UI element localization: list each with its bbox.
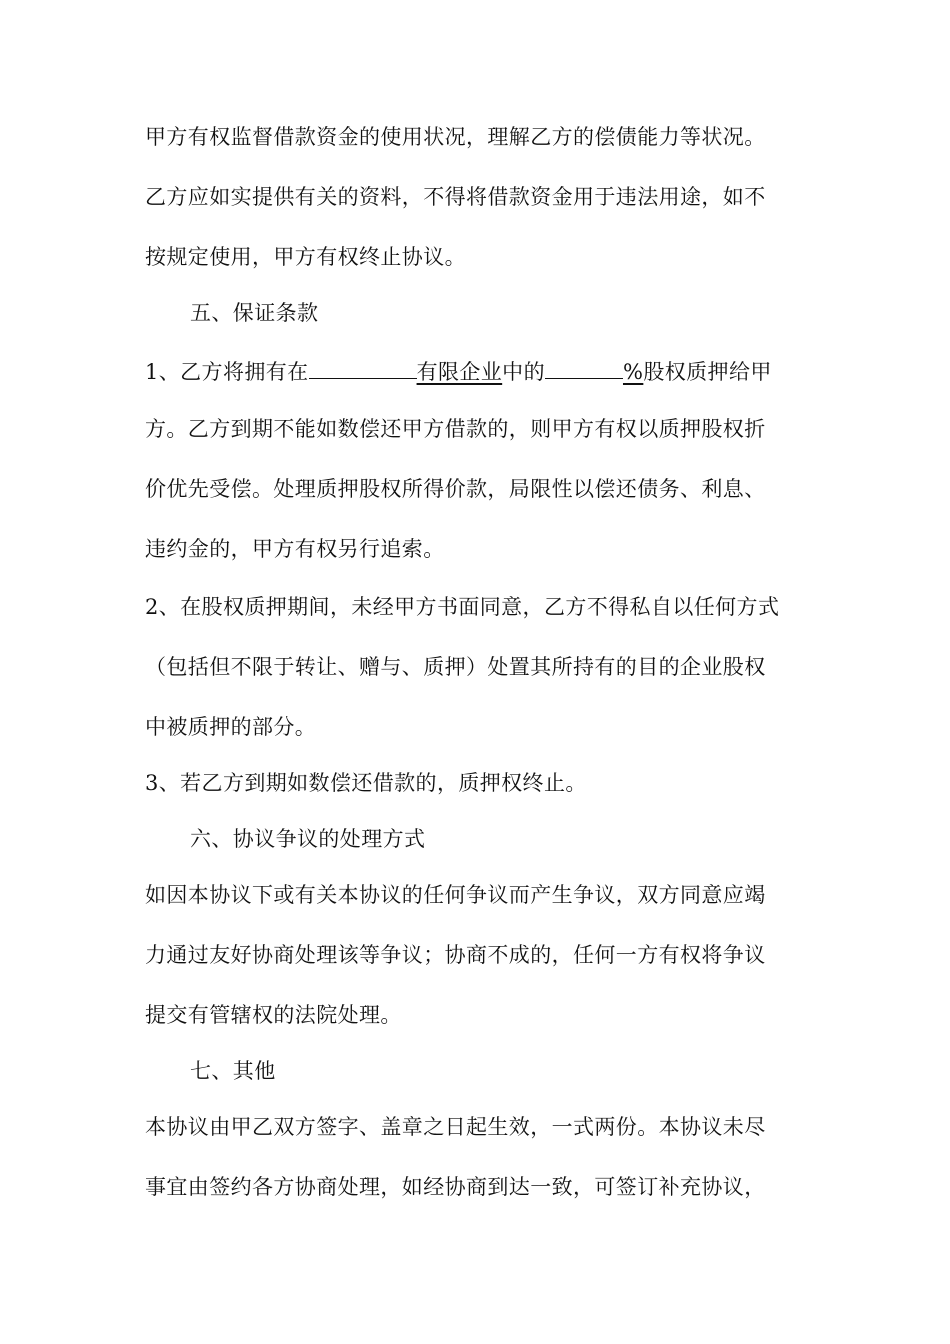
company-name-blank <box>309 354 417 379</box>
clause-1-line: 价优先受偿。处理质押股权所得价款，局限性以偿还债务、利息、 <box>145 477 766 501</box>
section-heading-6: 六、协议争议的处理方式 <box>190 827 426 851</box>
clause-2-line: 中被质押的部分。 <box>145 715 317 739</box>
section-7-line: 本协议由甲乙双方签字、盖章之日起生效，一式两份。本协议未尽 <box>145 1115 766 1139</box>
clause-2-line: （包括但不限于转让、赠与、质押）处置其所持有的目的企业股权 <box>145 655 766 679</box>
company-type-underlined: 有限企业 <box>416 360 503 384</box>
section-6-line: 提交有管辖权的法院处理。 <box>145 1003 402 1027</box>
clause-1-first-line <box>145 354 825 387</box>
clause-1-line: 违约金的，甲方有权另行追索。 <box>145 537 445 561</box>
clause-1-line: 方。乙方到期不能如数偿还甲方借款的，则甲方有权以质押股权折 <box>145 417 766 441</box>
clause-1-prefix: 1、乙方将拥有在 <box>145 360 309 384</box>
percentage-blank <box>545 354 623 379</box>
section-heading-5: 五、保证条款 <box>190 301 319 325</box>
section-6-line: 如因本协议下或有关本协议的任何争议而产生争议，双方同意应竭 <box>145 883 766 907</box>
percent-sign: % <box>622 360 644 384</box>
section-6-line: 力通过友好协商处理该等争议；协商不成的，任何一方有权将争议 <box>145 943 766 967</box>
section-7-line: 事宜由签约各方协商处理，如经协商到达一致，可签订补充协议， <box>145 1175 766 1199</box>
paragraph-line: 按规定使用，甲方有权终止协议。 <box>145 245 466 269</box>
paragraph-line: 乙方应如实提供有关的资料，不得将借款资金用于违法用途，如不 <box>145 185 766 209</box>
clause-1-suffix: 股权质押给甲 <box>643 360 772 384</box>
clause-2-line: 2、在股权质押期间，未经甲方书面同意，乙方不得私自以任何方式 <box>145 595 780 619</box>
clause-1-middle: 中的 <box>502 360 545 384</box>
clause-3-line: 3、若乙方到期如数偿还借款的，质押权终止。 <box>145 771 587 795</box>
paragraph-line: 甲方有权监督借款资金的使用状况，理解乙方的偿债能力等状况。 <box>145 125 766 149</box>
section-heading-7: 七、其他 <box>190 1059 276 1083</box>
